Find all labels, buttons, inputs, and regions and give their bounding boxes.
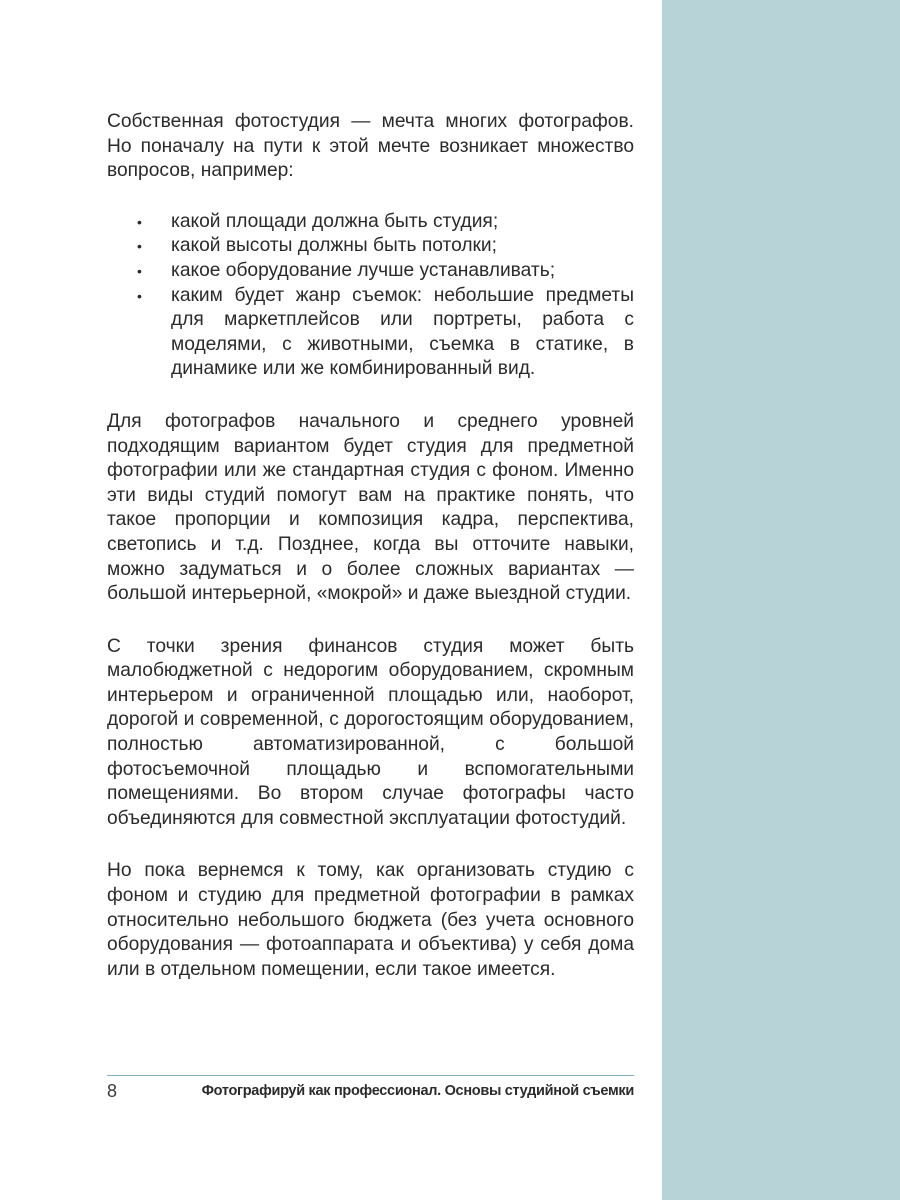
page-body — [107, 110, 634, 1010]
list-item — [107, 210, 634, 235]
body-paragraph-3: Но пока вернемся к тому, как организовать студию с фоном и студию для предметной фотографии в рамках относительно небольшого бюджета (без учета основного оборудования — фотоаппарата и объектива) у себя дома или в отдельном помещении, если такое имеется. — [107, 860, 634, 980]
footer-divider — [107, 1075, 634, 1076]
bullet-icon: • — [137, 262, 142, 279]
list-item — [107, 284, 634, 382]
intro-paragraph: Собственная фотостудия — мечта многих фотографов. Но поначалу на пути к этой мечте возникает множество вопросов, например: — [107, 111, 634, 182]
bullet-icon: • — [137, 238, 142, 255]
bullet-icon: • — [137, 213, 142, 230]
body-paragraph-1: Для фотографов начального и среднего уровней подходящим вариантом будет студия для предметной фотографии или же стандартная студия с фоном. Именно эти виды студий помогут вам на практике понять, что такое пропорции и композиция кадра, перспектива, светопись и т.д. Позднее, когда вы отточите навыки, можно задуматься и о более сложных вариантах — большой интерьерной, «мокрой» и даже выездной студии. — [107, 410, 634, 605]
list-item — [107, 259, 634, 284]
list-item-text: какой площади должна быть студия; — [171, 210, 499, 232]
question-list — [107, 210, 634, 382]
list-item — [107, 234, 634, 259]
running-title: Фотографируй как профессионал. Основы студийной съемки — [201, 1083, 634, 1099]
page-number: 8 — [107, 1081, 118, 1101]
body-paragraph-2: С точки зрения финансов студия может быть малобюджетной с недорогим оборудованием, скромным интерьером и ограниченной площадью или, наоборот, дорогой и современной, с дорогостоящим оборудованием, полностью автоматизированной, с большой фотосъемочной площадью и вспомогательными помещениями. Во втором случае фотографы часто объединяются для совместной эксплуатации фотостудий. — [107, 635, 634, 829]
side-color-band — [662, 0, 900, 1200]
bullet-icon: • — [137, 287, 142, 304]
list-item-text: каким будет жанр съемок: небольшие предметы для маркетплейсов или портреты, работа с моделями, с животными, съемка в статике, в динамике или же комбинированный вид. — [171, 284, 634, 380]
list-item-text: какое оборудование лучше устанавливать; — [171, 259, 556, 281]
list-item-text: какой высоты должны быть потолки; — [171, 235, 497, 257]
